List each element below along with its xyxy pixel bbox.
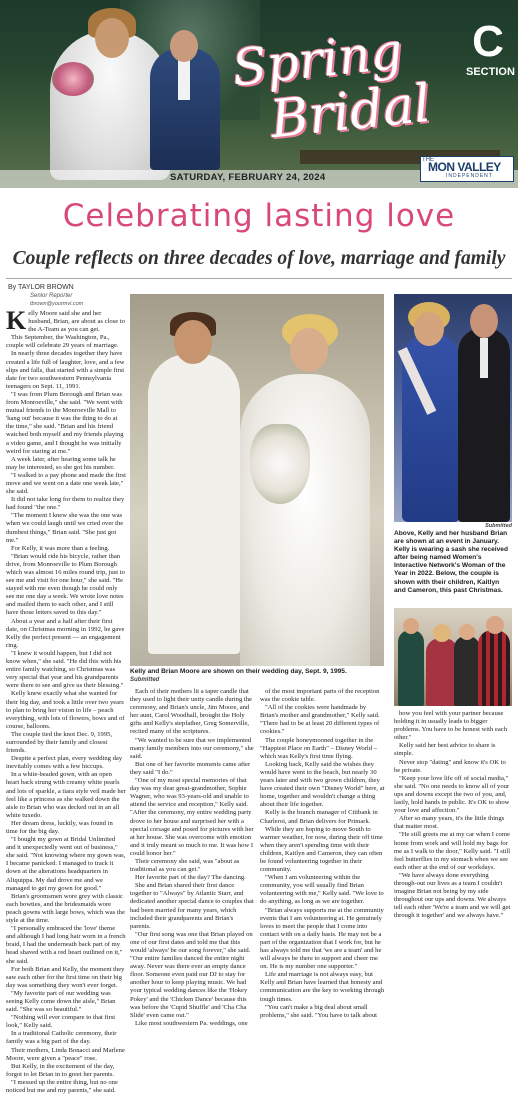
article-paragraph: "Brian would ride his bicycle, rather than drive, from Monroeville to Plum Borough which was almost 16 miles round trip, just to see me and visit for one hour," she said. "He stayed with me even though he could only see me one day a week. We wrote love notes and mailed them to each other, and I still have those letters saved to this day." [6, 552, 125, 617]
article-column-3 [260, 688, 386, 1024]
event-photo-credit: Submitted [485, 523, 512, 529]
article-paragraph: Each of their mothers lit a taper candle that they used to light their unity candle during the ceremony, and Brian's uncle, Jim Moore, and her aunt, Carol Woodhall, brought the Holy gifts and Kelly's stepfather, Greg Somerville, recited many of the scriptures. [130, 688, 252, 736]
article-paragraph: But one of her favorite moments came after they said "I do." [130, 760, 251, 776]
section-word: SECTION [466, 66, 515, 78]
article-paragraph: In nearly three decades together they have created a life full of laughter, love, and a few slips and falls, that started with a simple first date for two southwestern Pennsylvania teenagers on Sept. 11, 1991. [6, 350, 125, 390]
family-member-4-face [486, 616, 504, 634]
family-member-1-face [403, 618, 419, 634]
logo-sub: INDEPENDENT [446, 173, 493, 179]
article-paragraph: Kelly said her best advice to share is simple. [394, 742, 496, 758]
article-paragraph: of the most important parts of the reception was the cookie table. [260, 688, 380, 704]
drop-cap: K [6, 306, 27, 335]
family-member-2-face [433, 624, 451, 642]
right-photos-caption: Above, Kelly and her husband Brian are shown at an event in January. Kelly is wearing a sash she received after being named Women's Interactive Network's Woman of the Year in 2022. Below, the couple is shown with their children, Kaitlyn and Cameron, this past Christmas. [394, 530, 508, 594]
section-banner [0, 0, 518, 188]
article-paragraph: But Kelly, in the excitement of the day, forgot to let Brian in to greet her parents. [6, 1062, 115, 1078]
logo-the: THE [422, 157, 434, 163]
article-paragraph: She and Brian shared their first dance together to "Always" by Atlantic Starr, and dedicated another special dance to couples that had been married for many years, which included their grandparents and Brian's parents. [130, 882, 254, 930]
article-column-4 [394, 710, 512, 1024]
article-paragraph: "I walked to a pay phone and made the first move and we went on a date one week late," she said. [6, 471, 126, 496]
article-paragraph: "We have always done everything through-out our lives as a team I couldn't imagine Brian not being by my side throughout our ups and downs. We always tell each other 'We're a team and we will get through it together' and we always have." [394, 871, 511, 920]
issue-date: SATURDAY, FEBRUARY 24, 2024 [170, 172, 326, 183]
groom-shirt [178, 60, 190, 100]
article-paragraph: This September, the Washington, Pa., couple will celebrate 29 years of marriage. [6, 334, 119, 350]
article-paragraph: "Keep your love life off of social media," she said. "No one needs to know all of your ups and downs except the two of you, and, lastly, hold hands in public. It's OK to show your love and affection." [394, 774, 510, 815]
article-paragraph: "The moment I knew she was the one was when we could laugh until we cried over the dumbest things," Brian said. "She just got me." [6, 512, 124, 544]
brian-face [470, 304, 498, 338]
family-member-3-face [459, 624, 475, 640]
wedding-photo-caption: Kelly and Brian Moore are shown on their wedding day, Sept. 9, 1995. [130, 668, 347, 675]
family-member-1 [398, 630, 424, 706]
article-paragraph: "All of the cookies were handmade by Brian's mother and grandmother," Kelly said. "There had to be at least 20 different types of cookies." [260, 704, 380, 736]
article-paragraph: Like most southwestern Pa. weddings, one [135, 1019, 248, 1027]
wedding-photo-credit: Submitted [130, 677, 160, 683]
event-photo [394, 294, 512, 522]
section-marker [466, 17, 515, 86]
article-paragraph: "I was from Plum Borough and Brian was from Monroeville," she said. "We went with mutual friends to the Monroeville Mall to 'hang out' because it was the thing to do at the time," she said. "Brian and his friend watched both myself and my friends playing a video game, and I thought he was initially weird for staring at me." [6, 390, 124, 455]
logo-main: MON VALLEY [428, 160, 501, 174]
family-member-4 [478, 630, 510, 706]
article-paragraph: "Nothing will ever compare to that first look," Kelly said. [6, 1014, 116, 1030]
article-paragraph: "Our first song was one that Brian played on one of our first dates and told me that this would 'always' be our song forever," she said. "Our entire families danced the entire night away. Never was there ever an empty dance floor. Someone even paid our DJ to stay for another hour to keep playing music. We had your typical wedding dances like the 'Hokey Pokey' and the 'Chicken Dance' because this was before the 'Cupid Shuffle' and 'Cha Cha Slide' even came out." [130, 930, 253, 1019]
article-paragraph: Their ceremony she said, was "about as traditional as you can get." [130, 857, 240, 874]
divider [6, 278, 512, 279]
byline-email[interactable]: tbrown@yourmvi.com [30, 301, 84, 307]
article-paragraph: "He still greets me at my car when I come home from work and will hold my bags for me as I walk to the door," Kelly said. "I still feel butterflies in my stomach when we see each other at the end of our workdays. [394, 831, 511, 871]
brian-shirt [480, 338, 488, 378]
byline-role: Senior Reporter [30, 293, 73, 299]
article-paragraph: In a traditional Catholic ceremony, their family was a big part of the day. [6, 1030, 117, 1046]
groom-tuxedo [148, 354, 240, 654]
article-paragraph: Her dream dress, luckily, was found in time for the big day. [6, 819, 113, 835]
article-paragraph: "You can't make a big deal about small problems," she said. "You have to talk about [260, 1003, 377, 1019]
bridal-bouquet [250, 424, 310, 504]
article-paragraph: A week later, after hearing some talk he may be interested, so she got his number. [6, 455, 116, 471]
family-photo [394, 608, 512, 706]
article-paragraph: "We wanted to be sure that we implemented many family members into our ceremony," she said. [130, 736, 254, 760]
article-paragraph: "I knew it would happen, but I did not know when," she said. "He did this with his entire family watching, so Christmas was very special that year and his grandparents were there to see and give us their blessing." [6, 649, 124, 690]
article-paragraph: Life and marriage is not always easy, but Kelly and Brian have learned that honesty and communication are the key to working through tough times. [260, 971, 385, 1003]
article-paragraph: It did not take long for them to realize they had found "the one." [6, 496, 125, 512]
banner-title-bridal: Bridal [267, 73, 434, 151]
article-paragraph: Kelly knew exactly what she wanted for their big day, and took a little over two years to plan to bring her vision to life – peach everything, with lots of flowers, bows and of course, balloons. [6, 690, 125, 730]
groom-face [174, 320, 212, 364]
article-paragraph: The couple honeymooned together in the "Happiest Place on Earth" – Disney World – which was Kelly's first time flying. [260, 736, 377, 760]
article-paragraph: "One of my most special memories of that day was my dear great-grandmother, Sophie Wagner, who was 93-years-old and unable to attend the service and reception," Kelly said. "After the ceremony, my entire wedding party drove to her house and surprised her with a special corsage and posed for pictures with her at her house. She was overcome with emotion and it truly meant so much to me. It was how I could honor her." [130, 777, 254, 857]
article-paragraph: Looking back, Kelly said the wishes they would have went to the beach, but nearly 30 years later and with two grown children, they have created their own "Disney World" here, at home, together and wouldn't change a thing about their life together. [260, 760, 385, 809]
article-paragraph: After so many years, it's the little things that matter most. [394, 815, 505, 831]
section-letter: C [472, 17, 504, 66]
bride-face [290, 328, 328, 372]
bride-face [95, 18, 129, 58]
article-column-1 [6, 306, 126, 1094]
article-paragraph: For Kelly, it was more than a feeling. [11, 544, 110, 552]
subheadline: Couple reflects on three decades of love, marriage and family [12, 248, 506, 269]
article-column-2 [130, 688, 254, 1027]
wedding-photo [130, 294, 384, 666]
article-paragraph: how you feel with your partner because holding it in usually leads to bigger problems. You have to be honest with each other." [394, 710, 507, 742]
article-paragraph: Brian's groomsmen wore grey with classic each bowties, and the bridesmaids wore peach gowns with large bows, which was the style at the time. [6, 892, 125, 925]
bride-gown [240, 374, 370, 666]
kelly-face [414, 312, 444, 346]
article-paragraph: While they are hoping to move South to warmer weather, for now, during their off time when they aren't spending time with their children, Kaitlyn and Cameron, they can often be found volunteering together in their community. [260, 825, 383, 874]
article-paragraph: About a year and a half after their first date, on Christmas morning in 1992, he gave Kelly the perfect present — an engagement ring. [6, 617, 125, 649]
family-member-3 [454, 636, 480, 706]
article-paragraph: "I bought my gown at Bridal Unlimited and it unexpectedly went out of business," she said. "Not knowing where my gown was, I became panicked. I managed to track it down at the alterations headquarters in Aliquippa. My dad drove me and we managed to get my gown for good." [6, 836, 126, 892]
article-paragraph: Kelly is the branch manager of Citibank in Charleroi, and Brian delivers for Primark. [260, 809, 378, 825]
article-paragraph: In a white-beaded gown, with an open heart back strung with creamy white pearls and lots of sparkle, a tiara style veil made her feel like a princess as she walked down the aisle to Brian who was decked out in an all white tuxedo. [6, 771, 126, 819]
banner-title-spring: Spring [229, 21, 406, 98]
article-paragraph: Kelly Moore said she and her husband, Brian, are about as close to the A-Team as you can get. [6, 306, 125, 335]
article-paragraph: Despite a perfect plan, every wedding day inevitably comes with a few hiccups. [6, 755, 123, 771]
article-paragraph: The couple tied the knot Dec. 9, 1995, surrounded by their family and closest friends. [6, 730, 113, 755]
article-paragraph: For both Brian and Kelly, the moment they saw each other for the first time on their big day was something they won't ever forget. [6, 965, 125, 989]
article-paragraph: "My favorite part of our wedding was seeing Kelly come down the aisle," Brian said. "She was so beautiful." [6, 989, 116, 1014]
byline-author: By TAYLOR BROWN [8, 284, 74, 291]
article-paragraph: Her favorite part of the day? The dancing. [135, 874, 246, 882]
article-paragraph: "When I am volunteering within the community, you will usually find Brian volunteering with me," Kelly said. "We love to do anything, as long as we are together. [260, 874, 384, 906]
article-paragraph: "Brian always supports me at the community events that I am volunteering at. He genuinely loves to meet the people that I come into contact with on a daily basis. He may not be a part of the organization that I work for, but he has always told me that 'we are a team' and he will always be there to support and cheer me on. He is my number one supporter." [260, 906, 384, 971]
article-paragraph: "I personally embraced the 'love' theme and although I had long hair worn in a french braid, I had the underneath back part of my head shaved with a red heart outlined on it," she said. [6, 925, 126, 965]
bouquet [52, 62, 94, 96]
article-paragraph: "I messed up the entire thing, but no one noticed but me and my parents," she said. [6, 1078, 118, 1094]
headline: Celebrating lasting love [62, 198, 456, 234]
article-paragraph: Never stop "dating" and know it's OK to be private. [394, 758, 506, 774]
groom-face [170, 30, 198, 62]
article-paragraph: Their mothers, Linda Bonacci and Marlene Moore, were given a "peace" rose. [6, 1046, 125, 1062]
